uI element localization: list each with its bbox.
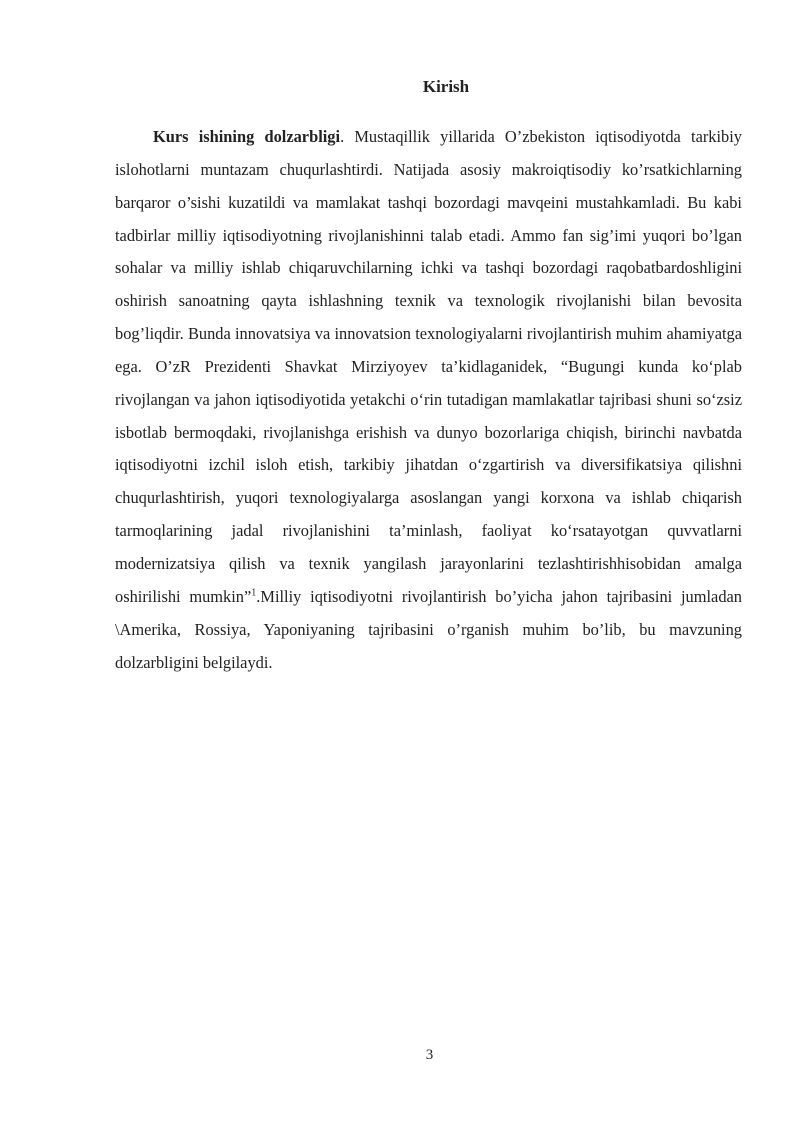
footnote-marker[interactable]: 1 xyxy=(251,587,257,599)
paragraph-lead-title: Kurs ishining dolzarbligi xyxy=(153,127,341,146)
lead-punctuation: . xyxy=(340,127,345,146)
paragraph-text-main: Mustaqillik yillarida O’zbekiston iqtisodiyotda tarkibiy islohotlarni muntazam chuqurlashtirdi. Natijada asosiy makroiqtisodiy ko’rsatkichlarning barqaror o’sishi kuzatildi va mamlakat tashqi bozordagi mavqeini mustahkamladi. Bu kabi tadbirlar milliy iqtisodiyotning rivojlanishinni talab etadi. Ammo fan sig’imi yuqori bo’lgan sohalar va milliy ishlab chiqaruvchilarning ichki va tashqi bozordagi raqobatbardoshligini oshirish sanoatning qayta ishlashning texnik va texnologik rivojlanishi bilan bevosita bog’liqdir. Bunda innovatsiya va innovatsion texnologiyalarni rivojlantirish muhim ahamiyatga ega. O’zR Prezidenti Shavkat Mirziyoyev ta’kidlaganidek, “Bugungi kunda ko‘plab rivojlangan va jahon iqtisodiyotida yetakchi o‘rin tutadigan mamlakatlar tajribasi shuni so‘zsiz isbotlab bermoqdaki, rivojlanishga erishish va dunyo bozorlariga chiqish, birinchi navbatda iqtisodiyotni izchil isloh etish, tarkibiy jihatdan o‘zgartirish va diversifikatsiya qilishni chuqurlashtirish, yuqori texnologiyalarga asoslangan yangi korxona va ishlab chiqarish tarmoqlarining jadal rivojlanishini ta’minlash, faoliyat ko‘rsatayotgan quvvatlarni modernizatsiya qilish va texnik yangilash jarayonlarini tezlashtirishhisobidan amalga oshirilishi mumkin” xyxy=(115,127,742,606)
paragraph-text-end: .Milliy iqtisodiyotni rivojlantirish bo’yicha jahon tajribasini jumladan \Amerika, Rossiya, Yaponiyaning tajribasini o’rganish muhim bo’lib, bu mavzuning dolzarbligini belgilaydi. xyxy=(115,586,742,672)
section-heading: Kirish xyxy=(422,77,470,96)
page-number: 3 xyxy=(425,1047,434,1063)
introduction-paragraph xyxy=(115,121,742,679)
